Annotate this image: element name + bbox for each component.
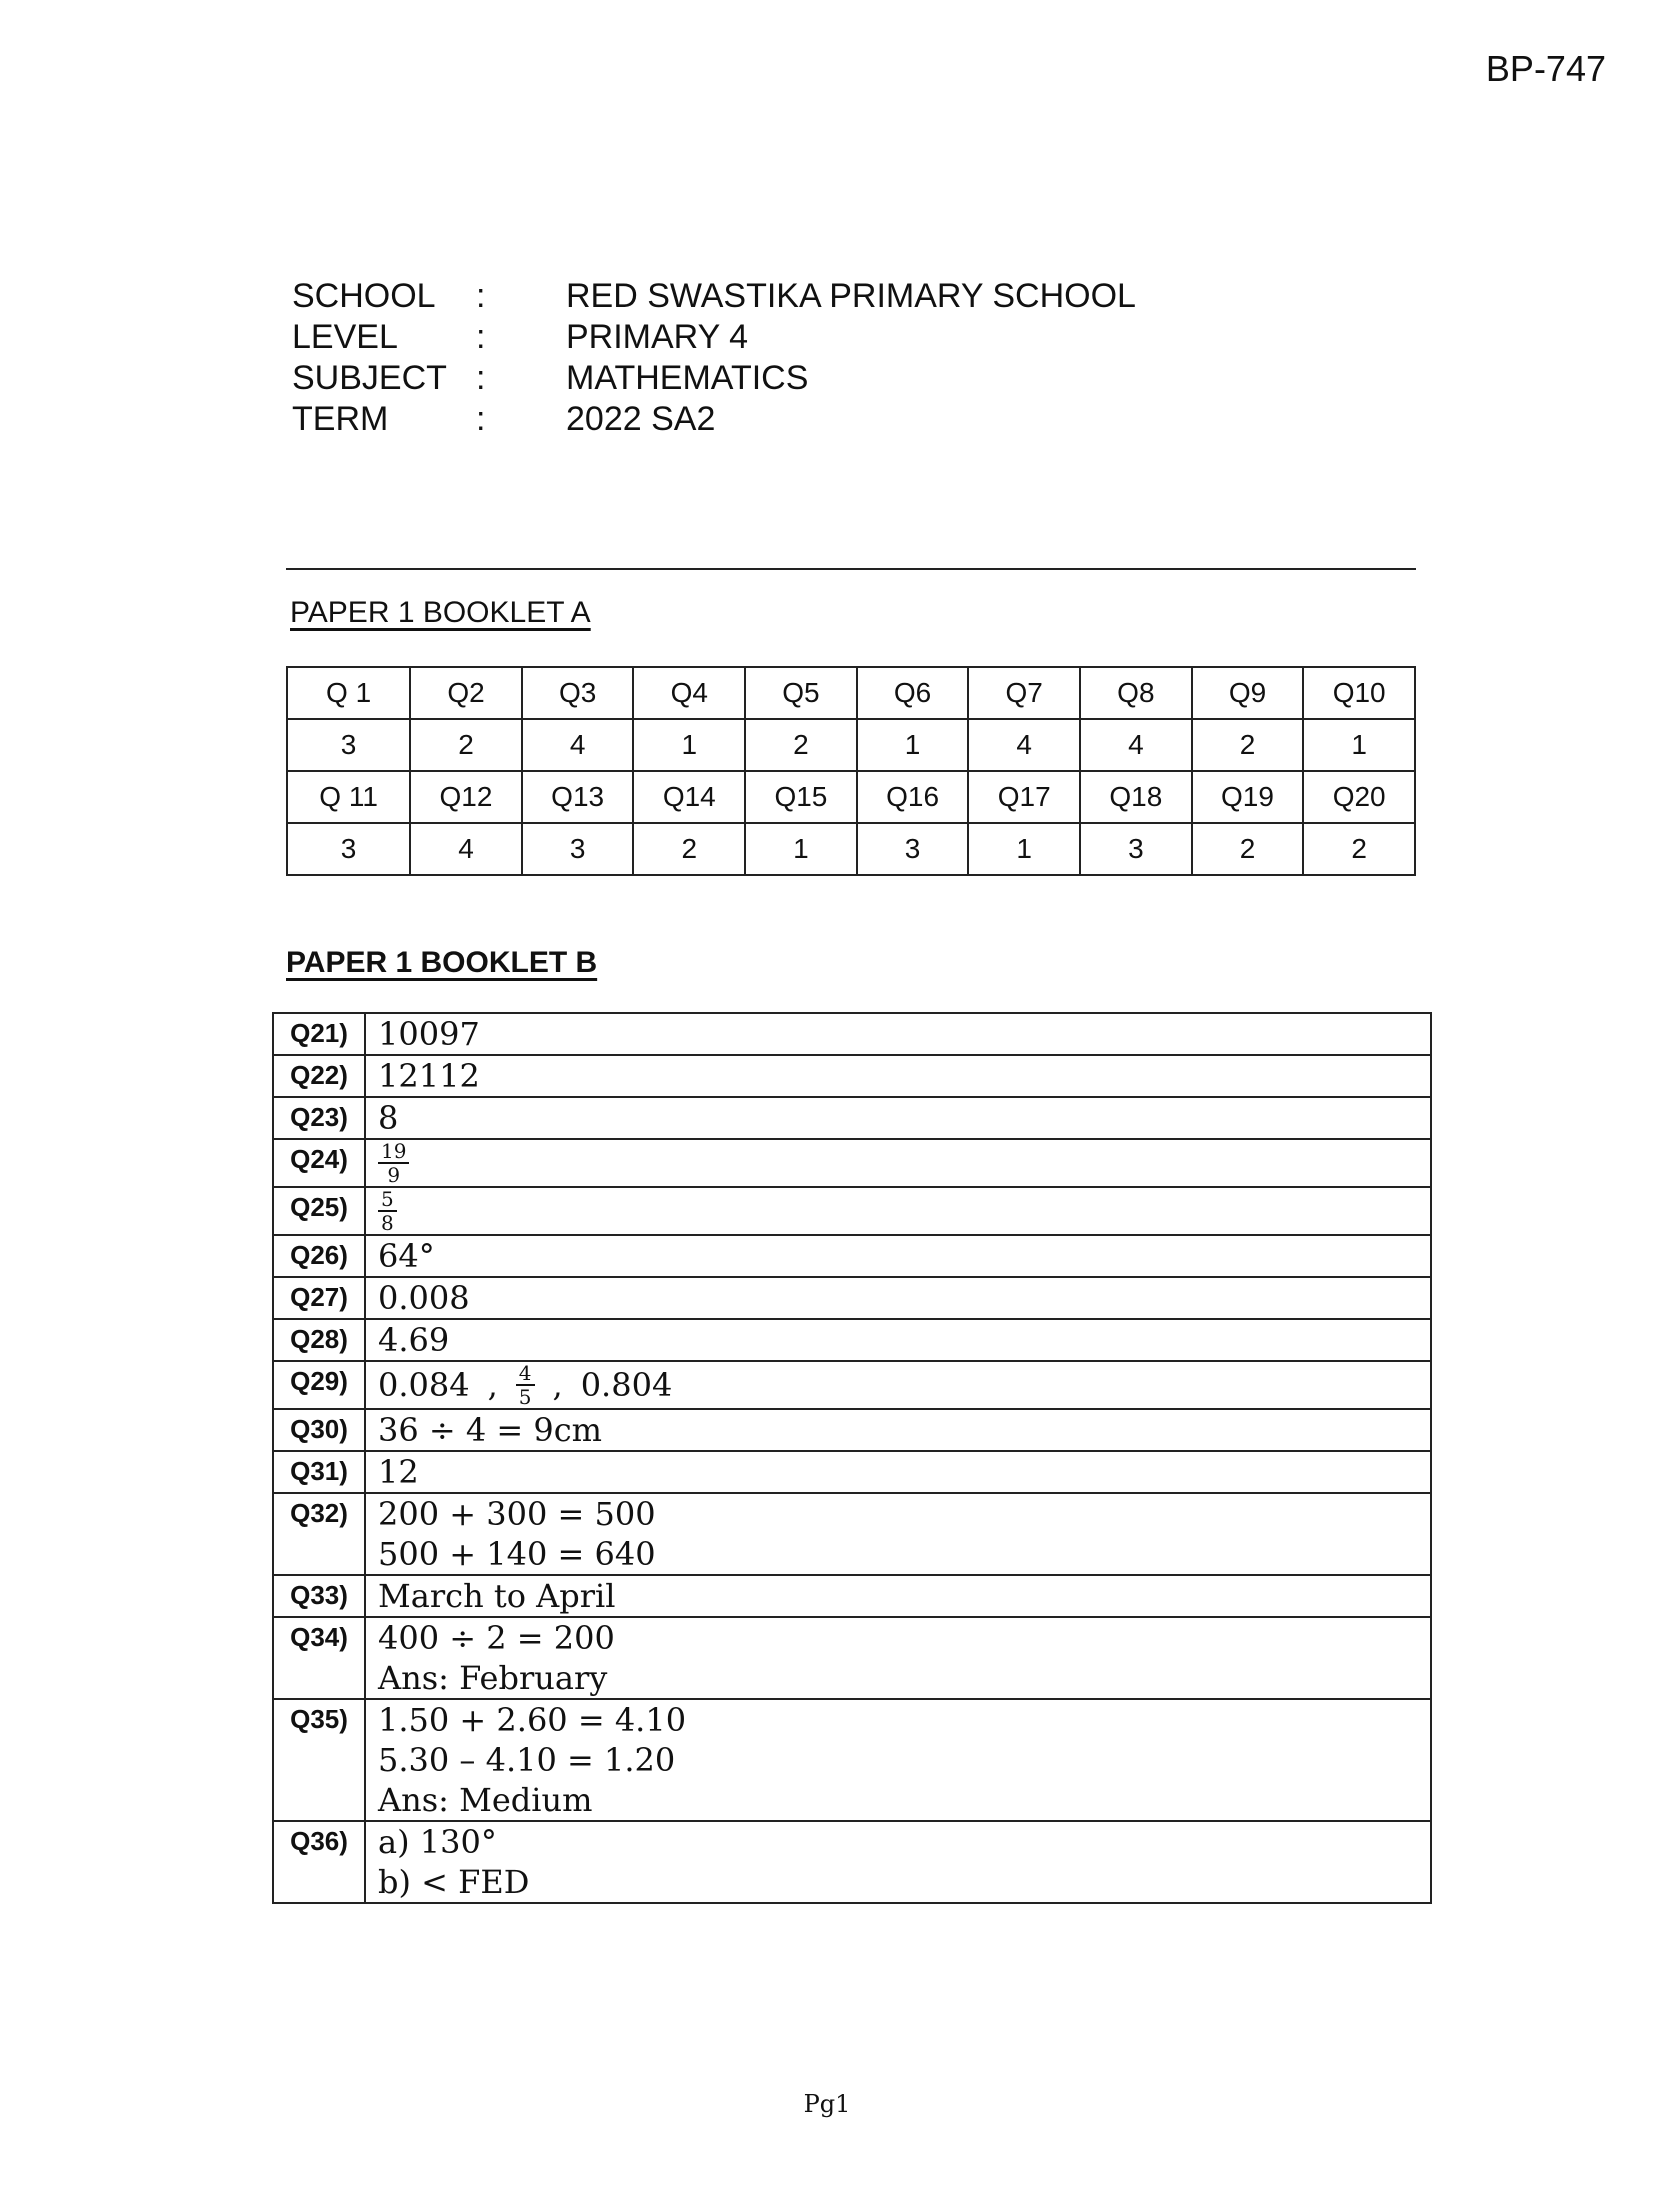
- question-cell: Q14: [633, 771, 745, 823]
- answer-line: 4.69: [378, 1321, 450, 1359]
- answer-cell: 4: [410, 823, 522, 875]
- answer-line: 64°: [378, 1237, 435, 1275]
- answer-row: [273, 1493, 1431, 1575]
- answer-cell: [365, 1409, 1431, 1451]
- answer-line: Ans: February: [378, 1659, 608, 1697]
- question-cell: Q6: [857, 667, 969, 719]
- question-label: Q28): [273, 1319, 365, 1361]
- answer-row: [273, 1187, 1431, 1235]
- question-cell: Q4: [633, 667, 745, 719]
- answer-line: 10097: [378, 1015, 480, 1053]
- answer-line: 400 ÷ 2 = 200: [378, 1619, 615, 1657]
- question-cell: Q10: [1303, 667, 1415, 719]
- answer-cell: [365, 1055, 1431, 1097]
- answer-cell: 3: [1080, 823, 1192, 875]
- answer-row: [273, 1575, 1431, 1617]
- question-label: Q30): [273, 1409, 365, 1451]
- answer-cell: 4: [1080, 719, 1192, 771]
- question-number-row: [287, 667, 1415, 719]
- answer-cell: [365, 1187, 1431, 1235]
- question-label: Q36): [273, 1821, 365, 1903]
- question-cell: Q2: [410, 667, 522, 719]
- question-cell: Q19: [1192, 771, 1304, 823]
- answer-cell: 1: [633, 719, 745, 771]
- question-cell: Q5: [745, 667, 857, 719]
- booklet-a-answer-table: [286, 666, 1416, 876]
- header-divider: [286, 568, 1416, 570]
- question-number-row: [287, 771, 1415, 823]
- answer-row: [273, 1361, 1431, 1409]
- answer-cell: [365, 1277, 1431, 1319]
- question-cell: Q16: [857, 771, 969, 823]
- header-row: [292, 358, 1136, 399]
- answer-cell: [365, 1361, 1431, 1409]
- answer-cell: [365, 1493, 1431, 1575]
- answer-cell: 3: [857, 823, 969, 875]
- header-row: [292, 276, 1136, 317]
- question-label: Q33): [273, 1575, 365, 1617]
- question-label: Q26): [273, 1235, 365, 1277]
- answer-cell: 4: [522, 719, 634, 771]
- fraction-denominator: 9: [387, 1163, 401, 1187]
- header-row: [292, 399, 1136, 440]
- answer-line: b) < FED: [378, 1863, 530, 1901]
- answer-line: 12: [378, 1453, 419, 1491]
- question-cell: Q17: [968, 771, 1080, 823]
- header-label: LEVEL: [292, 318, 398, 356]
- answer-row: [273, 1013, 1431, 1055]
- answer-cell: [365, 1699, 1431, 1821]
- value-decimal: 0.804: [580, 1366, 673, 1404]
- fraction-denominator: 5: [518, 1385, 532, 1409]
- document-code: BP-747: [1485, 48, 1606, 89]
- answer-line: 500 + 140 = 640: [378, 1535, 656, 1573]
- answer-cell: 4: [968, 719, 1080, 771]
- fraction-numerator: 5: [378, 1188, 397, 1212]
- answer-row: [273, 1055, 1431, 1097]
- question-label: Q32): [273, 1493, 365, 1575]
- question-label: Q34): [273, 1617, 365, 1699]
- answer-cell: 2: [410, 719, 522, 771]
- answer-line: a) 130°: [378, 1823, 497, 1861]
- question-cell: Q7: [968, 667, 1080, 719]
- answer-line: 5.30 – 4.10 = 1.20: [378, 1741, 676, 1779]
- header-colon: :: [476, 277, 486, 315]
- question-cell: Q3: [522, 667, 634, 719]
- answer-cell: 1: [1303, 719, 1415, 771]
- fraction-numerator: 4: [516, 1362, 535, 1386]
- question-cell: Q12: [410, 771, 522, 823]
- header-label: TERM: [292, 400, 389, 438]
- answer-line: 200 + 300 = 500: [378, 1495, 656, 1533]
- answer-row: [273, 1277, 1431, 1319]
- question-label: Q29): [273, 1361, 365, 1409]
- ordered-values: [378, 1362, 1430, 1408]
- question-label: Q31): [273, 1451, 365, 1493]
- answer-cell: 1: [968, 823, 1080, 875]
- booklet-b-title: PAPER 1 BOOKLET B: [286, 946, 598, 979]
- booklet-a-title: PAPER 1 BOOKLET A: [290, 596, 591, 629]
- answer-cell: 2: [1192, 719, 1304, 771]
- question-cell: Q15: [745, 771, 857, 823]
- answer-row: [287, 719, 1415, 771]
- answer-line: 12112: [378, 1057, 480, 1095]
- question-label: Q35): [273, 1699, 365, 1821]
- answer-cell: [365, 1319, 1431, 1361]
- answer-row: [273, 1699, 1431, 1821]
- answer-row: [273, 1409, 1431, 1451]
- answer-cell: [365, 1235, 1431, 1277]
- fraction: [378, 1188, 397, 1234]
- question-cell: Q9: [1192, 667, 1304, 719]
- answer-row: [273, 1235, 1431, 1277]
- answer-line: 1.50 + 2.60 = 4.10: [378, 1701, 687, 1739]
- question-cell: Q20: [1303, 771, 1415, 823]
- answer-cell: 2: [633, 823, 745, 875]
- header-label: SCHOOL: [292, 277, 436, 315]
- fraction-denominator: 8: [381, 1211, 394, 1235]
- header-colon: :: [476, 359, 486, 397]
- fraction: [378, 1140, 409, 1186]
- answer-cell: 1: [857, 719, 969, 771]
- booklet-b-answer-table: [272, 1012, 1432, 1904]
- value-decimal: 0.084: [378, 1366, 470, 1404]
- question-cell: Q 1: [287, 667, 410, 719]
- question-label: Q25): [273, 1187, 365, 1235]
- answer-cell: [365, 1013, 1431, 1055]
- answer-cell: 2: [1303, 823, 1415, 875]
- value-separator: ,: [487, 1366, 498, 1404]
- question-cell: Q18: [1080, 771, 1192, 823]
- header-colon: :: [476, 400, 486, 438]
- answer-cell: [365, 1451, 1431, 1493]
- header-info: [292, 276, 1136, 440]
- header-value: 2022 SA2: [566, 400, 716, 438]
- answer-cell: [365, 1097, 1431, 1139]
- answer-line: 0.008: [378, 1279, 470, 1317]
- answer-row: [273, 1451, 1431, 1493]
- question-cell: Q8: [1080, 667, 1192, 719]
- header-label: SUBJECT: [292, 359, 447, 397]
- answer-cell: 3: [287, 719, 410, 771]
- header-colon: :: [476, 318, 486, 356]
- value-separator: ,: [552, 1366, 563, 1404]
- answer-cell: [365, 1617, 1431, 1699]
- answer-row: [273, 1319, 1431, 1361]
- answer-row: [273, 1097, 1431, 1139]
- answer-row: [273, 1139, 1431, 1187]
- header-row: [292, 317, 1136, 358]
- question-label: Q21): [273, 1013, 365, 1055]
- answer-cell: 2: [1192, 823, 1304, 875]
- fraction-numerator: 19: [378, 1140, 409, 1164]
- answer-cell: 2: [745, 719, 857, 771]
- question-label: Q23): [273, 1097, 365, 1139]
- answer-line: March to April: [378, 1577, 616, 1615]
- header-value: RED SWASTIKA PRIMARY SCHOOL: [566, 277, 1136, 315]
- answer-row: [287, 823, 1415, 875]
- answer-cell: 1: [745, 823, 857, 875]
- answer-row: [273, 1821, 1431, 1903]
- answer-cell: [365, 1139, 1431, 1187]
- answer-line: 36 ÷ 4 = 9cm: [378, 1411, 603, 1449]
- header-value: MATHEMATICS: [566, 359, 809, 397]
- answer-cell: [365, 1821, 1431, 1903]
- question-cell: Q13: [522, 771, 634, 823]
- answer-line: Ans: Medium: [378, 1781, 593, 1819]
- answer-cell: 3: [287, 823, 410, 875]
- answer-line: 8: [378, 1099, 399, 1137]
- page-number: Pg1: [803, 2090, 851, 2118]
- answer-cell: [365, 1575, 1431, 1617]
- question-label: Q22): [273, 1055, 365, 1097]
- answer-row: [273, 1617, 1431, 1699]
- answer-cell: 3: [522, 823, 634, 875]
- fraction: [516, 1362, 535, 1408]
- question-label: Q27): [273, 1277, 365, 1319]
- question-label: Q24): [273, 1139, 365, 1187]
- header-value: PRIMARY 4: [566, 318, 749, 356]
- question-cell: Q 11: [287, 771, 410, 823]
